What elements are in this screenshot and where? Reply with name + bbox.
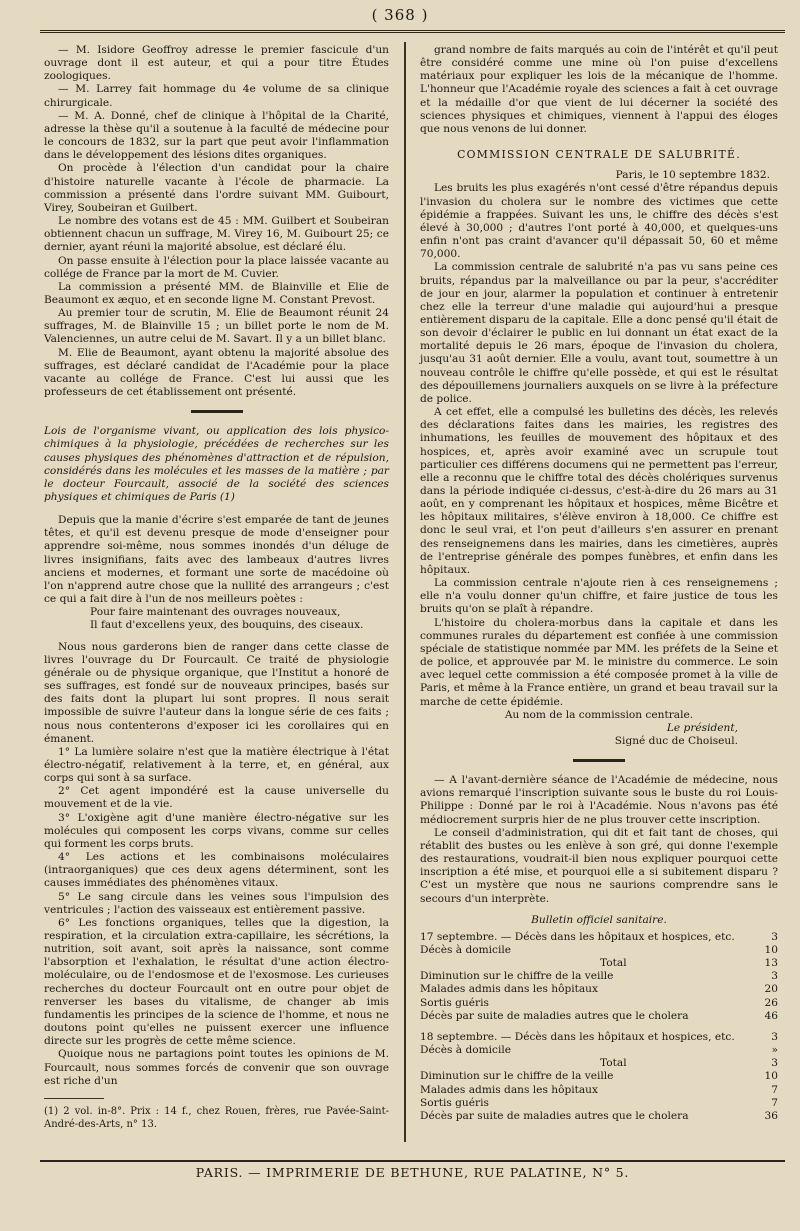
bulletin-label: Décès à domicile [420,1044,512,1057]
bulletin-row [420,1097,778,1110]
bulletin-row [420,957,778,970]
paragraph: — M. A. Donné, chef de clinique à l'hôpital de la Charité, adresse la thèse qu'il a soutenue à la faculté de médecine pour le concours de 1832, sur la part que peut avoir l'inflammation dans le développement des lésions dites organiques. [44,109,389,162]
paragraph: La commission a présenté MM. de Blainville et Elie de Beaumont ex æquo, et en seconde ligne M. Constant Prevost. [44,280,389,306]
bulletin-label: Malades admis dans les hôpitaux [420,1083,598,1096]
section-rule [191,410,243,413]
paragraph: On procède à l'élection d'un candidat pour la chaire d'histoire naturelle vacante à l'école de pharmacie. La commission a présenté dans l'ordre suivant MM. Guibourt, Virey, Soubeiran et Guilbert. [44,162,389,214]
paragraph: La commission centrale n'ajoute rien à ces renseignemens ; elle n'a voulu donner qu'un chiffre, et faire justice de tous les bruits qu'on se plaît à répandre. [420,577,778,616]
bulletin-table-18 [420,1031,778,1123]
bulletin-row [420,1110,778,1123]
bulletin-value: 10 [764,1070,778,1083]
bulletin-value: 26 [764,996,778,1009]
paragraph: Nous nous garderons bien de ranger dans cette classe de livres l'ouvrage du Dr Fourcault. Ce traité de physiologie générale ou de physique organique, que l'Institut a honoré de ses suffrages, est fondé sur de nouveaux principes, basés sur des faits dont la plupart lui sont propres. Il nous serait impossible de suivre l'auteur dans la longue série de ces faits ; nous nous contenterons d'exposer ici les corollaires qui en émanent. [44,640,389,745]
bulletin-value: 7 [771,1083,778,1096]
top-rule [40,30,785,33]
paragraph: — M. Larrey fait hommage du 4e volume de sa clinique chirurgicale. [44,83,389,109]
verse-line: Il faut d'excellens yeux, des bouquins, des ciseaux. [90,619,364,632]
footnote-rule [44,1098,104,1099]
paragraph: Les bruits les plus exagérés n'ont cessé d'être répandus depuis l'invasion du cholera sur le nombre des victimes que cette épidémie a frappées. Suivant les uns, le chiffre des décès s'est élevé à 30,000 ; d'autres l'ont porté à 40,000, et quelques-uns enfin n'ont pas craint d'avancer qu'il dépassait 50, 60 et même 70,000. [420,182,778,261]
paragraph: — A l'avant-dernière séance de l'Académie de médecine, nous avions remarqué l'inscription suivante sous le buste du roi Louis-Philippe : Donné par le roi à l'Académie. Nous n'avons pas été médiocrement surpris hier de ne plus trouver cette inscription. [420,774,778,826]
bulletin-row [420,1031,778,1044]
bulletin-label: Sortis guéris [420,996,489,1009]
bulletin-label: Sortis guéris [420,1096,489,1109]
bulletin-value: 20 [764,983,778,996]
paragraph: — M. Isidore Geoffroy adresse le premier fascicule d'un ouvrage dont il est auteur, et qui a pour titre Études zoologiques. [44,44,389,83]
corollary: 2° Cet agent impondéré est la cause universelle du mouvement et de la vie. [44,785,389,811]
bulletin-label: Total [600,957,627,970]
bulletin-value: » [771,1044,778,1057]
signature-name: Signé duc de Choiseul. [614,734,738,747]
bulletin-label: Diminution sur le chiffre de la veille [420,1070,614,1083]
signature-title: Le président, [666,721,738,734]
bulletin-row [420,1010,778,1023]
paragraph: La commission centrale de salubrité n'a pas vu sans peine ces bruits, répandus par la malveillance ou par la peur, s'accréditer de jour en jour, alarmer la population et continuer à entretenir chez elle la terreur d'une maladie qui aujourd'hui a presque entièrement disparu de la capitale. Elle a donc pensé qu'il était de son devoir d'éclairer le public en lui donnant un état exact de la mortalité depuis le 26 mars, époque de l'invasion du cholera, jusqu'au 31 août dernier. Elle a voulu, avant tout, soumettre à un nouveau contrôle le chiffre qu'elle possède, et qui est le résultat des dépouillemens journaliers auxquels on se livre à la préfecture de police. [420,261,778,405]
corollary: 6° Les fonctions organiques, telles que la digestion, la respiration, et la circulation extra-capillaire, les sécrétions, la nutrition, soit avant, soit après la naissance, sont comme l'absorption et l'exhalation, le résultat d'une action électro-moléculaire, ou de l'endosmose et de l'exosmose. Les curieuses recherches du docteur Fourcault ont en outre pour objet de renverser les bases du vitalisme, de changer ab imis fundamentis les principes de la science de l'homme, et nous ne doutons point qu'elles ne puissent exercer une influence directe sur les progrès de cette même science. [44,916,389,1048]
section-heading: COMMISSION CENTRALE DE SALUBRITÉ. [457,148,741,162]
bulletin-row [420,944,778,957]
bulletin-row [420,983,778,996]
signature-line: Au nom de la commission centrale. [504,708,694,721]
paragraph: L'histoire du cholera-morbus dans la capitale et dans les communes rurales du département est confiée à une commission spéciale de statistique nommée par MM. les préfets de la Seine et de police, et approuvée par M. le ministre du commerce. Le soin avec lequel cette commission a été composée promet à la ville de Paris, et même à la France entière, un grand et beau travail sur la marche de cette épidémie. [420,616,778,708]
bulletin-row [420,1044,778,1057]
bulletin-value: 3 [771,970,778,983]
corollary: 3° L'oxigène agit d'une manière électro-négative sur les molécules qui composent les corps vivans, comme sur celles qui forment les corps bruts. [44,811,389,850]
bulletin-title: Bulletin officiel sanitaire. [531,913,667,926]
bulletin-label: Total [600,1057,627,1070]
right-column [420,44,778,1123]
bulletin-label: Décès par suite de maladies autres que le cholera [420,1109,689,1122]
section-rule [573,759,625,762]
bulletin-value: 3 [771,930,778,943]
imprint-footer: PARIS. — IMPRIMERIE DE BETHUNE, RUE PALATINE, N° 5. [40,1160,785,1180]
column-divider [404,42,406,1142]
paragraph: Depuis que la manie d'écrire s'est emparée de tant de jeunes têtes, et qu'il est devenu presque de mode d'enseigner pour apprendre soi-même, nous sommes inondés d'un déluge de livres insignifians, faits avec des lambeaux d'autres livres anciens et modernes, et formant une sorte de macédoine où l'on n'apprend autre chose que la nullité des arrangeurs ; c'est ce qui a fait dire à l'un de nos meilleurs poètes : [44,514,389,606]
bulletin-table-17 [420,931,778,1023]
bulletin-value: 46 [764,1009,778,1022]
corollary: 5° Le sang circule dans les veines sous l'impulsion des ventricules ; l'action des vaisseaux est entièrement passive. [44,890,389,916]
dateline: Paris, le 10 septembre 1832. [615,169,770,182]
page-number: ( 368 ) [371,6,429,24]
left-column [44,44,389,1131]
corollary: 1° La lumière solaire n'est que la matière électrique à l'état électro-négatif, relativement à la terre, et, en général, aux corps qui sont à sa surface. [44,745,389,785]
bulletin-label: Malades admis dans les hôpitaux [420,983,598,996]
paragraph: Le conseil d'administration, qui dit et fait tant de choses, qui rétablit des bustes ou les enlève à son gré, qui donne l'exemple des restaurations, voudrait-il bien nous expliquer pourquoi cette inscription a été mise, et pourquoi elle a si subitement disparu ? C'est un mystère que nous ne saurions comprendre sans le secours d'un interprète. [420,826,778,905]
bulletin-label: Décès à domicile [420,944,512,956]
footnote: (1) 2 vol. in-8°. Prix : 14 f., chez Rouen, frères, rue Pavée-Saint-André-des-Arts, n° 13. [44,1105,389,1131]
bulletin-row [420,997,778,1010]
bulletin-value: 3 [771,1030,778,1043]
bulletin-value: 13 [764,957,778,970]
paragraph: M. Elie de Beaumont, ayant obtenu la majorité absolue des suffrages, est déclaré candidat de l'Académie pour la place vacante au collége de France. C'est lui aussi que les professeurs de cet établissement ont présenté. [44,346,389,399]
bulletin-label: Décès par suite de maladies autres que le cholera [420,1009,689,1022]
paragraph: On passe ensuite à l'élection pour la place laissée vacante au collége de France par la mort de M. Cuvier. [44,254,389,280]
bulletin-row [420,1057,778,1070]
bulletin-value: 10 [764,944,778,956]
bulletin-row [420,1070,778,1083]
paragraph: grand nombre de faits marqués au coin de l'intérêt et qu'il peut être considéré comme une mine où l'on puise d'excellens matériaux pour expliquer les lois de la mécanique de l'homme. L'honneur que l'Académie royale des sciences a fait à cet ouvrage et la médaille d'or que vient de lui décerner la société des sciences physiques et chimiques, viennent à l'appui des éloges que nous venons de lui donner. [420,44,778,135]
paragraph: A cet effet, elle a compulsé les bulletins des décès, les relevés des déclarations faites dans les mairies, les registres des inhumations, les feuilles de mouvement des hôpitaux et des hospices, et, après avoir examiné avec un scrupule tout particulier ces différens documens qui ne permettent pas l'erreur, elle a reconnu que le chiffre total des décès cholériques survenus dans la période indiquée ci-dessus, c'est-à-dire du 26 mars au 31 août, en y comprenant les hôpitaux et hospices, même Bicêtre et les hôpitaux militaires, s'élève environ à 18,000. Ce chiffre est donc le seul vrai, et l'on peut d'ailleurs s'en assurer en prenant des renseignemens dans les mairies, dans les cimetières, auprès de l'entreprise générale des pompes funèbres, et enfin dans les hôpitaux. [420,406,778,576]
bulletin-label: Diminution sur le chiffre de la veille [420,970,614,983]
bulletin-row [420,931,778,944]
paragraph: Au premier tour de scrutin, M. Elie de Beaumont réunit 24 suffrages, M. de Blainville 15 ; un billet porte le nom de M. Valenciennes, un autre celui de M. Savart. Il y a un billet blanc. [44,307,389,346]
bulletin-value: 7 [771,1096,778,1109]
bulletin-row [420,1084,778,1097]
bulletin-label: 17 septembre. — Décès dans les hôpitaux et hospices, etc. [420,930,735,943]
corollary: 4° Les actions et les combinaisons moléculaires (intraorganiques) que ces deux agens déterminent, sont les causes immédiates des phénomènes vitaux. [44,851,389,890]
bulletin-value: 36 [764,1109,778,1122]
bulletin-value: 3 [771,1057,778,1070]
paragraph: Le nombre des votans est de 45 : MM. Guilbert et Soubeiran obtiennent chacun un suffrage, M. Virey 16, M. Guibourt 25; ce dernier, ayant réuni la majorité absolue, est déclaré élu. [44,215,389,254]
book-title: Lois de l'organisme vivant, ou application des lois physico-chimiques à la physiologie, précédées de recherches sur les causes physiques des phénomènes d'attraction et de répulsion, considérés dans les molécules et les masses de la matière ; par le docteur Fourcault, associé de la société des sciences physiques et chimiques de Paris (1) [44,425,389,503]
verse-line: Pour faire maintenant des ouvrages nouveaux, [90,606,341,619]
paragraph: Quoique nous ne partagions point toutes les opinions de M. Fourcault, nous sommes forcés de convenir que son ouvrage est riche d'un [44,1048,389,1087]
bulletin-row [420,970,778,983]
bulletin-label: 18 septembre. — Décès dans les hôpitaux et hospices, etc. [420,1030,735,1043]
